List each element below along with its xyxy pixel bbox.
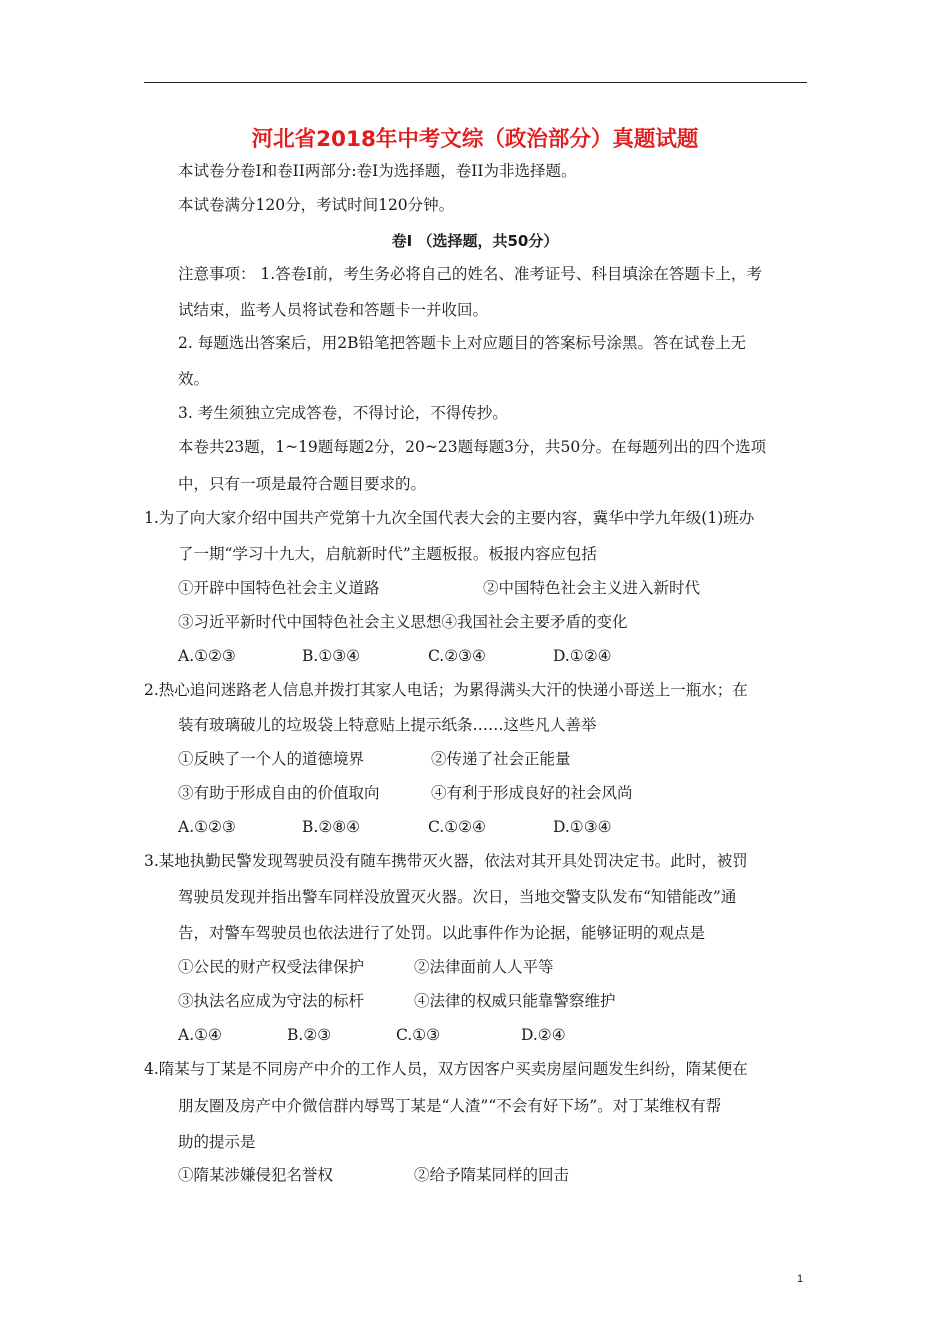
q2-choice-c: C.①②④ <box>428 818 486 836</box>
q2-stem-line-1: 2.热心追问迷路老人信息并拨打其家人电话；为累得满头大汗的快递小哥送上一瓶水；在 <box>144 681 748 699</box>
q2-option-3: ③有助于形成自由的价值取向 <box>178 784 380 802</box>
q3-choice-d: D.②④ <box>521 1026 566 1044</box>
q4-stem-line-1: 4.隋某与丁某是不同房产中介的工作人员，双方因客户买卖房屋问题发生纠纷，隋某便在 <box>144 1060 748 1078</box>
q1-stem-line-1: 1.为了向大家介绍中国共产党第十九次全国代表大会的主要内容，冀华中学九年级(1)班办 <box>144 509 755 527</box>
q4-option-2: ②给予隋某同样的回击 <box>414 1166 570 1184</box>
q1-option-1: ①开辟中国特色社会主义道路 <box>178 579 380 597</box>
notes-line-3: 2. 每题选出答案后，用2B铅笔把答题卡上对应题目的答案标号涂黑。答在试卷上无 <box>178 334 746 352</box>
q3-option-3: ③执法名应成为守法的标杆 <box>178 992 365 1010</box>
notes-line-2: 试结束，监考人员将试卷和答题卡一并收回。 <box>178 301 489 319</box>
q2-choice-a: A.①②③ <box>178 818 236 836</box>
q1-choice-c: C.②③④ <box>428 647 486 665</box>
q2-option-1: ①反映了一个人的道德境界 <box>178 750 365 768</box>
q2-option-4: ④有利于形成良好的社会风尚 <box>431 784 633 802</box>
notes-line-6: 本卷共23题，1~19题每题2分，20~23题每题3分，共50分。在每题列出的四个选项 <box>178 438 767 456</box>
q2-option-2: ②传递了社会正能量 <box>431 750 571 768</box>
q3-stem-line-1: 3.某地执勤民警发现驾驶员没有随车携带灭火器，依法对其开具处罚决定书。此时，被罚 <box>144 852 748 870</box>
q2-choice-d: D.①③④ <box>553 818 612 836</box>
page-title: 河北省2018年中考文综（政治部分）真题试题 <box>251 127 699 152</box>
q3-choice-b: B.②③ <box>287 1026 332 1044</box>
q3-option-2: ②法律面前人人平等 <box>414 958 554 976</box>
q3-option-1: ①公民的财产权受法律保护 <box>178 958 365 976</box>
q3-choice-a: A.①④ <box>178 1026 222 1044</box>
notes-line-4: 效。 <box>178 370 210 388</box>
notes-line-1: 注意事项： 1.答卷I前，考生务必将自己的姓名、准考证号、科目填涂在答题卡上，考 <box>178 265 762 283</box>
q2-stem-line-2: 装有玻璃破儿的垃圾袋上特意贴上提示纸条……这些凡人善举 <box>178 716 597 734</box>
q1-stem-line-2: 了一期“学习十九大，启航新时代”主题板报。板报内容应包括 <box>178 545 597 563</box>
intro-line-2: 本试卷满分120分，考试时间120分钟。 <box>178 196 455 214</box>
intro-line-1: 本试卷分卷I和卷II两部分:卷I为选择题，卷II为非选择题。 <box>178 162 577 180</box>
q4-stem-line-3: 助的提示是 <box>178 1133 256 1151</box>
q1-choice-a: A.①②③ <box>178 647 236 665</box>
q1-option-3-4: ③习近平新时代中国特色社会主义思想④我国社会主要矛盾的变化 <box>178 613 628 631</box>
q4-stem-line-2: 朋友圈及房产中介微信群内辱骂丁某是“人渣”“不会有好下场”。对丁某维权有帮 <box>178 1097 722 1115</box>
header-rule <box>144 82 807 83</box>
q3-stem-line-2: 驾驶员发现并指出警车同样没放置灭火器。次日，当地交警支队发布“知错能改”通 <box>178 888 737 906</box>
q4-option-1: ①隋某涉嫌侵犯名誉权 <box>178 1166 334 1184</box>
page-number: 1 <box>797 1273 804 1285</box>
q1-choice-b: B.①③④ <box>302 647 361 665</box>
q2-choice-b: B.②⑧④ <box>302 818 361 836</box>
notes-line-7: 中，只有一项是最符合题目要求的。 <box>178 475 427 493</box>
q1-choice-d: D.①②④ <box>553 647 612 665</box>
q3-choice-c: C.①③ <box>396 1026 441 1044</box>
q1-option-2: ②中国特色社会主义进入新时代 <box>483 579 701 597</box>
section-title: 卷I （选择题，共50分） <box>391 232 559 250</box>
q3-stem-line-3: 告，对警车驾驶员也依法进行了处罚。以此事件作为论据，能够证明的观点是 <box>178 924 706 942</box>
q3-option-4: ④法律的权威只能靠警察维护 <box>414 992 616 1010</box>
notes-line-5: 3. 考生须独立完成答卷，不得讨论，不得传抄。 <box>178 404 508 422</box>
